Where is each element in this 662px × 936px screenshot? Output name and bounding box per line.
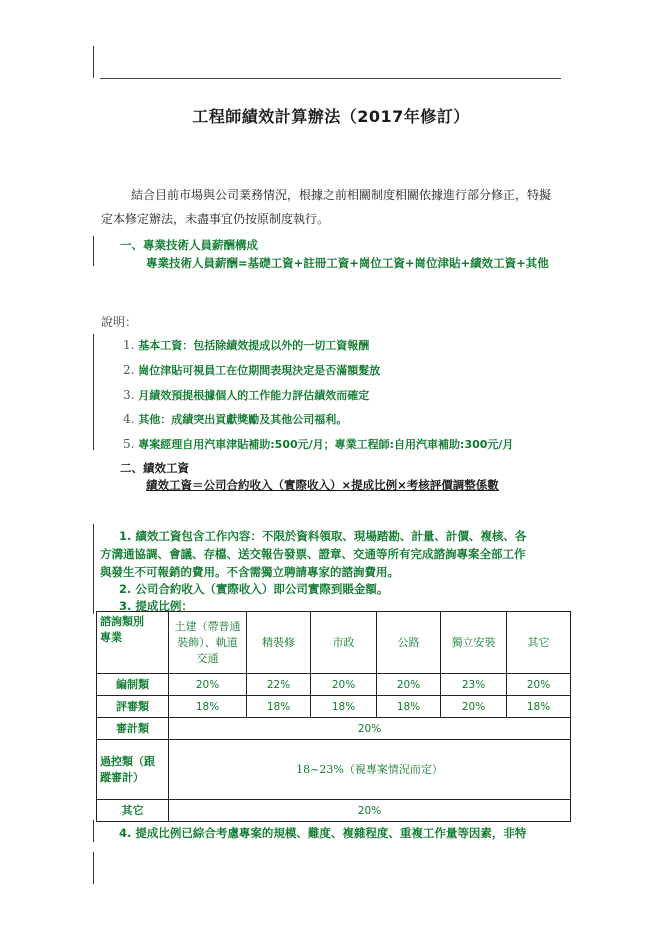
note-text: 專案經理自用汽車津貼補助:500元/月；專業工程師:自用汽車補助:300元/月 — [138, 438, 514, 451]
margin-bar-section1 — [93, 236, 94, 266]
note-item — [123, 337, 369, 353]
table-cell: 20% — [507, 674, 571, 696]
row-label: 其它 — [97, 800, 169, 822]
notes-label: 說明： — [101, 315, 138, 329]
point-1-line-1: 1. 績效工資包含工作內容：不限於資料領取、現場踏勘、計量、計價、複核、各 — [119, 529, 527, 543]
row-label: 審計類 — [97, 718, 169, 740]
column-header: 其它 — [507, 612, 571, 674]
margin-bar-top — [93, 46, 94, 78]
header-rule — [100, 78, 561, 79]
table-header-row — [97, 612, 571, 674]
table-row — [97, 696, 571, 718]
commission-rate-table — [96, 611, 571, 822]
point-1-line-3: 與發生不可報銷的費用。不含需獨立聘請專家的諮詢費用。 — [100, 565, 399, 579]
note-item — [123, 362, 380, 378]
note-number: 2. — [123, 363, 135, 377]
column-header: 獨立安裝 — [441, 612, 507, 674]
note-number: 4. — [123, 412, 135, 426]
table-merged-cell: 20% — [169, 718, 571, 740]
table-cell: 18% — [377, 696, 441, 718]
margin-bar-notes — [93, 334, 94, 450]
point-2: 2. 公司合約收入（實際收入）即公司實際到賬金額。 — [119, 582, 389, 596]
table-cell: 20% — [169, 674, 247, 696]
margin-bar-footer — [93, 852, 94, 884]
table-corner-cell: 諮詢類別 專業 — [97, 612, 169, 674]
section2-heading: 二、績效工資 — [120, 461, 189, 475]
table-row — [97, 718, 571, 740]
column-header: 公路 — [377, 612, 441, 674]
column-header: 市政 — [311, 612, 377, 674]
table-row — [97, 740, 571, 800]
column-header: 土建（帶普通裝飾）、軌道交通 — [169, 612, 247, 674]
section1-heading: 一、專業技術人員薪酬構成 — [120, 238, 258, 252]
note-text: 其他：成績突出貢獻獎勵及其他公司福利。 — [138, 413, 348, 426]
section1-formula: 專業技術人員薪酬=基礎工資+註冊工資+崗位工資+崗位津貼+績效工資+其他 — [146, 256, 549, 270]
table-cell: 18% — [247, 696, 311, 718]
table-row — [97, 800, 571, 822]
document-title: 工程師績效計算辦法（2017年修訂） — [192, 107, 470, 126]
table-cell: 22% — [247, 674, 311, 696]
point-1-line-2: 方溝通協調、會議、存檔、送交報告發票、證章、交通等所有完成諮詢專案全部工作 — [100, 547, 526, 561]
note-number: 1. — [123, 338, 135, 352]
table-cell: 18% — [169, 696, 247, 718]
intro-line-1: 結合目前市場與公司業務情況，根據之前相關制度相關依據進行部分修正，特擬 — [131, 188, 552, 202]
note-item — [123, 411, 347, 427]
note-text: 崗位津貼可視員工在位期間表現決定是否滿額髮放 — [138, 364, 381, 377]
note-number: 5. — [123, 437, 135, 451]
point-4: 4. 提成比例已綜合考慮專案的規模、難度、複雜程度、重複工作量等因素，非特 — [119, 826, 527, 840]
point-3: 3. 提成比例： — [119, 599, 193, 613]
column-header: 精裝修 — [247, 612, 311, 674]
section2-formula: 績效工資＝公司合約收入（實際收入）×提成比例×考核評價調整係數 — [146, 478, 499, 492]
note-text: 基本工資：包括除績效提成以外的一切工資報酬 — [138, 339, 370, 352]
note-text: 月績效預提根據個人的工作能力評估績效而確定 — [138, 389, 370, 402]
table-cell: 23% — [441, 674, 507, 696]
table-cell: 18% — [311, 696, 377, 718]
margin-bar-bottom — [93, 820, 94, 842]
table-cell: 18% — [507, 696, 571, 718]
note-number: 3. — [123, 388, 135, 402]
table-merged-cell: 20% — [169, 800, 571, 822]
row-label: 評審類 — [97, 696, 169, 718]
row-label: 過控類（跟蹤審計） — [97, 740, 169, 800]
note-item — [123, 387, 369, 403]
intro-line-2: 定本修定辦法，未盡事宜仍按原制度執行。 — [101, 212, 330, 226]
table-cell: 20% — [377, 674, 441, 696]
note-item — [123, 436, 513, 452]
table-cell: 20% — [311, 674, 377, 696]
table-cell: 20% — [441, 696, 507, 718]
row-label: 編制類 — [97, 674, 169, 696]
table-merged-cell: 18~23%（視專案情況而定） — [169, 740, 571, 800]
margin-bar-points — [93, 524, 94, 614]
table-row — [97, 674, 571, 696]
